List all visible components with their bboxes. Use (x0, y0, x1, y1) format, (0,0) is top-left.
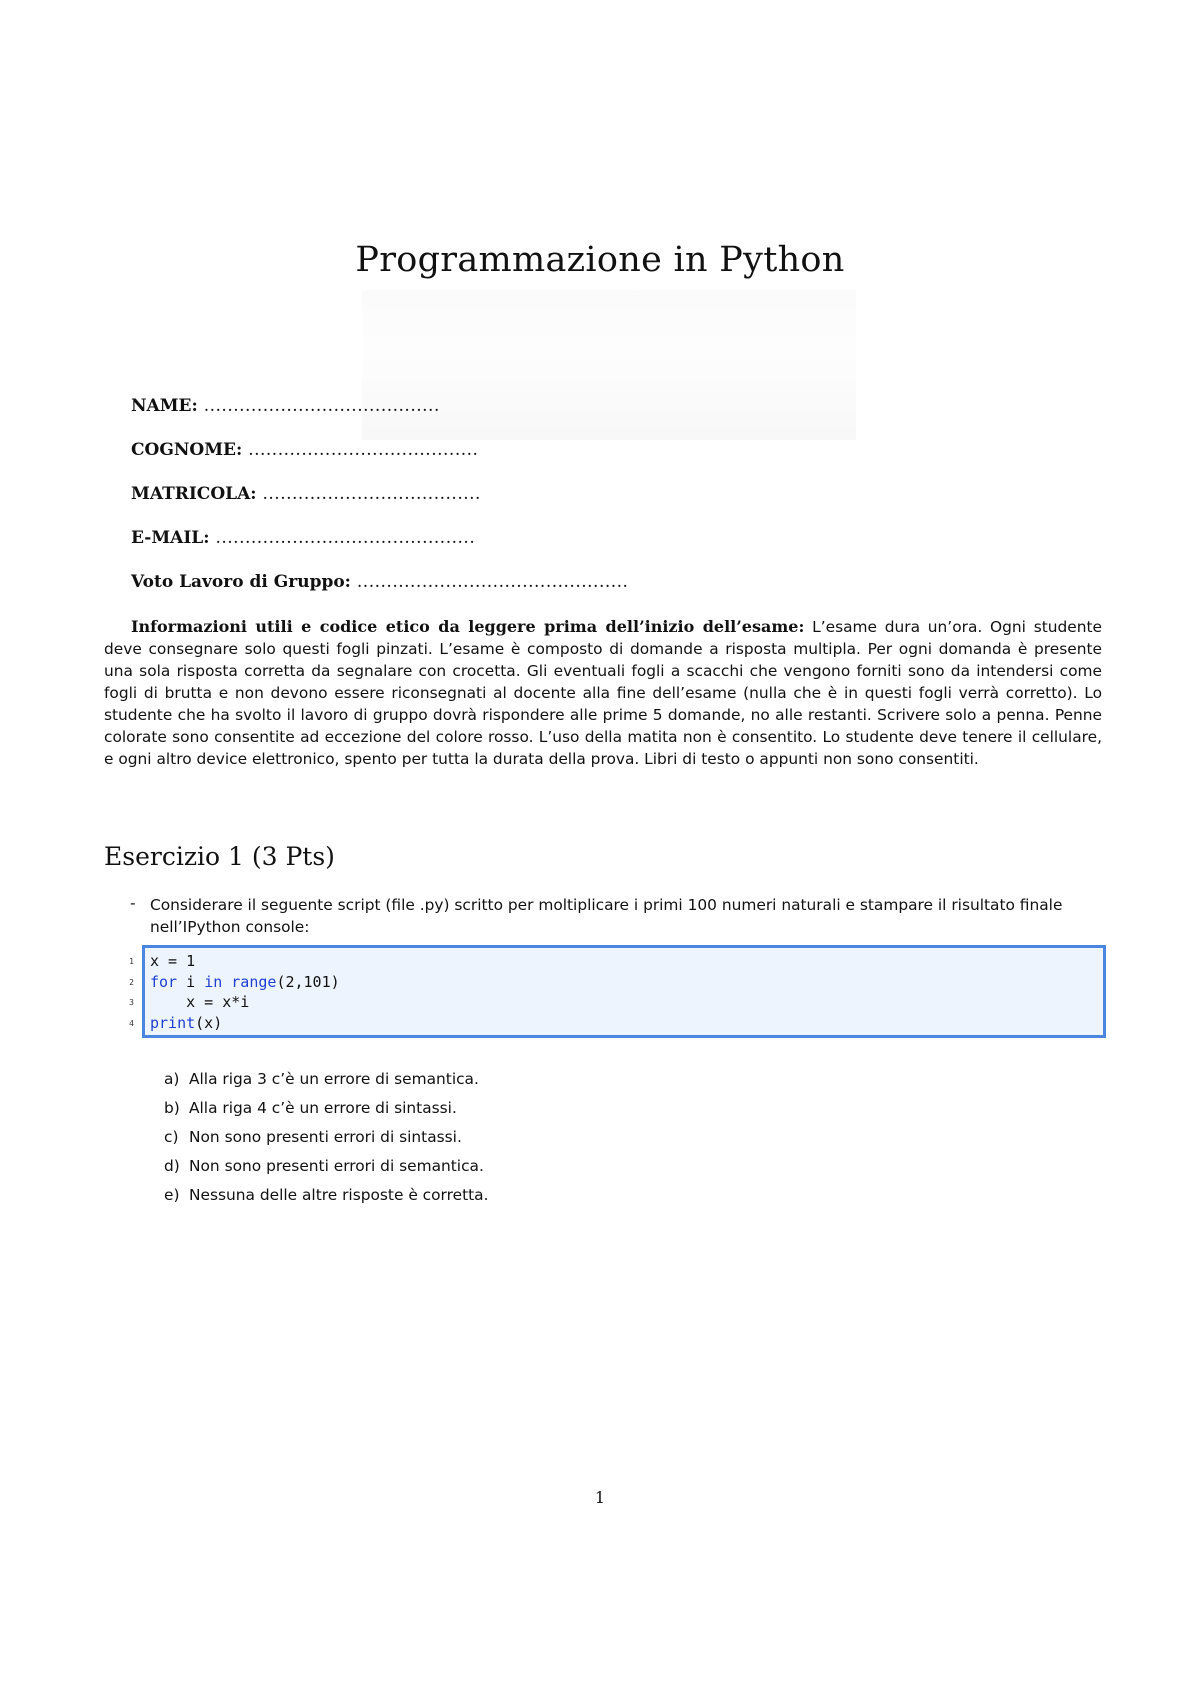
email-label: E-MAIL: (131, 528, 210, 548)
voto-gruppo-label: Voto Lavoro di Gruppo: (131, 572, 351, 592)
code-line-number: 2 (129, 977, 134, 987)
code-keyword: print (150, 1013, 196, 1032)
code-line-numbers (122, 952, 134, 1034)
email-field (131, 528, 475, 548)
answer-option (164, 1068, 488, 1097)
answer-option (164, 1184, 488, 1213)
name-label: NAME: (131, 396, 198, 416)
answer-letter: b) (164, 1099, 180, 1117)
answer-option (164, 1097, 488, 1126)
answer-option (164, 1126, 488, 1155)
code-token: (2,101) (276, 972, 340, 991)
answer-text: Nessuna delle altre risposte è corretta. (189, 1186, 489, 1204)
matricola-dots: ..................................... (262, 484, 481, 504)
code-line (150, 951, 340, 972)
code-line (150, 1013, 340, 1034)
code-keyword: range (231, 972, 277, 991)
cognome-field (131, 440, 478, 460)
code-keyword: in (204, 972, 223, 991)
voto-gruppo-field (131, 572, 628, 592)
name-dots: ........................................ (203, 396, 440, 416)
answer-text: Alla riga 3 c’è un errore di semantica. (189, 1070, 479, 1088)
code-line-number: 4 (129, 1018, 134, 1028)
answer-letter: d) (164, 1157, 180, 1175)
code-token: x = 1 (150, 952, 196, 970)
code-token: x = x*i (150, 993, 250, 1011)
code-keyword: for (150, 972, 178, 991)
code-token: (x) (195, 1013, 223, 1032)
code-token (222, 973, 231, 991)
answer-text: Alla riga 4 c’è un errore di sintassi. (189, 1099, 457, 1117)
code-line (150, 992, 340, 1013)
code-token: i (177, 972, 205, 991)
cognome-dots: ....................................... (248, 440, 479, 460)
matricola-label: MATRICOLA: (131, 484, 257, 504)
question-bullet: - (130, 894, 136, 912)
answer-letter: c) (164, 1128, 179, 1146)
erased-subtitle-area (362, 290, 856, 440)
answer-text: Non sono presenti errori di sintassi. (189, 1128, 462, 1146)
exercise-title: Esercizio 1 (3 Pts) (104, 842, 335, 871)
page-title: Programmazione in Python (355, 240, 845, 280)
email-dots: ............................................ (215, 528, 476, 548)
answer-letter: a) (164, 1070, 180, 1088)
code-listing (150, 951, 340, 1033)
answer-option (164, 1155, 488, 1184)
info-text: L’esame dura un’ora. Ogni studente deve consegnare solo questi fogli pinzati. L’esame è composto di domande a risposta multipla. Per ogni domanda è presente una sola risposta corretta da segnalare con crocetta. Gli eventuali fogli a scacchi che vengono forniti sono da intendersi come fogli di brutta e non devono essere riconsegnati al docente alla fine dell’esame (nulla che è in questi fogli verrà corretto). Lo studente che ha svolto il lavoro di gruppo dovrà rispondere alle prime 5 domande, no alle restanti. Scrivere solo a penna. Penne colorate sono consentite ad eccezione del colore rosso. L’uso della matita non è consentito. Lo studente deve tenere il cellulare, e ogni altro device elettronico, spento per tutta la durata della prova. Libri di testo o appunti non sono consentiti. (104, 618, 1103, 768)
code-line-number: 3 (129, 998, 134, 1007)
answer-list (164, 1068, 488, 1213)
page-number: 1 (594, 1488, 606, 1507)
code-line (150, 972, 340, 993)
voto-gruppo-dots: .............................................. (356, 572, 629, 592)
info-heading: Informazioni utili e codice etico da leggere prima dell’inizio dell’esame: (131, 617, 805, 636)
code-line-number: 1 (129, 957, 134, 966)
answer-letter: e) (164, 1186, 180, 1204)
question-text: Considerare il seguente script (file .py) scritto per moltiplicare i primi 100 numeri naturali e stampare il risultato finale nell’IPython console: (150, 896, 1063, 936)
name-field (131, 396, 440, 416)
cognome-label: COGNOME: (131, 440, 243, 460)
exam-info-paragraph (104, 616, 1102, 770)
matricola-field (131, 484, 481, 504)
answer-text: Non sono presenti errori di semantica. (189, 1157, 484, 1175)
